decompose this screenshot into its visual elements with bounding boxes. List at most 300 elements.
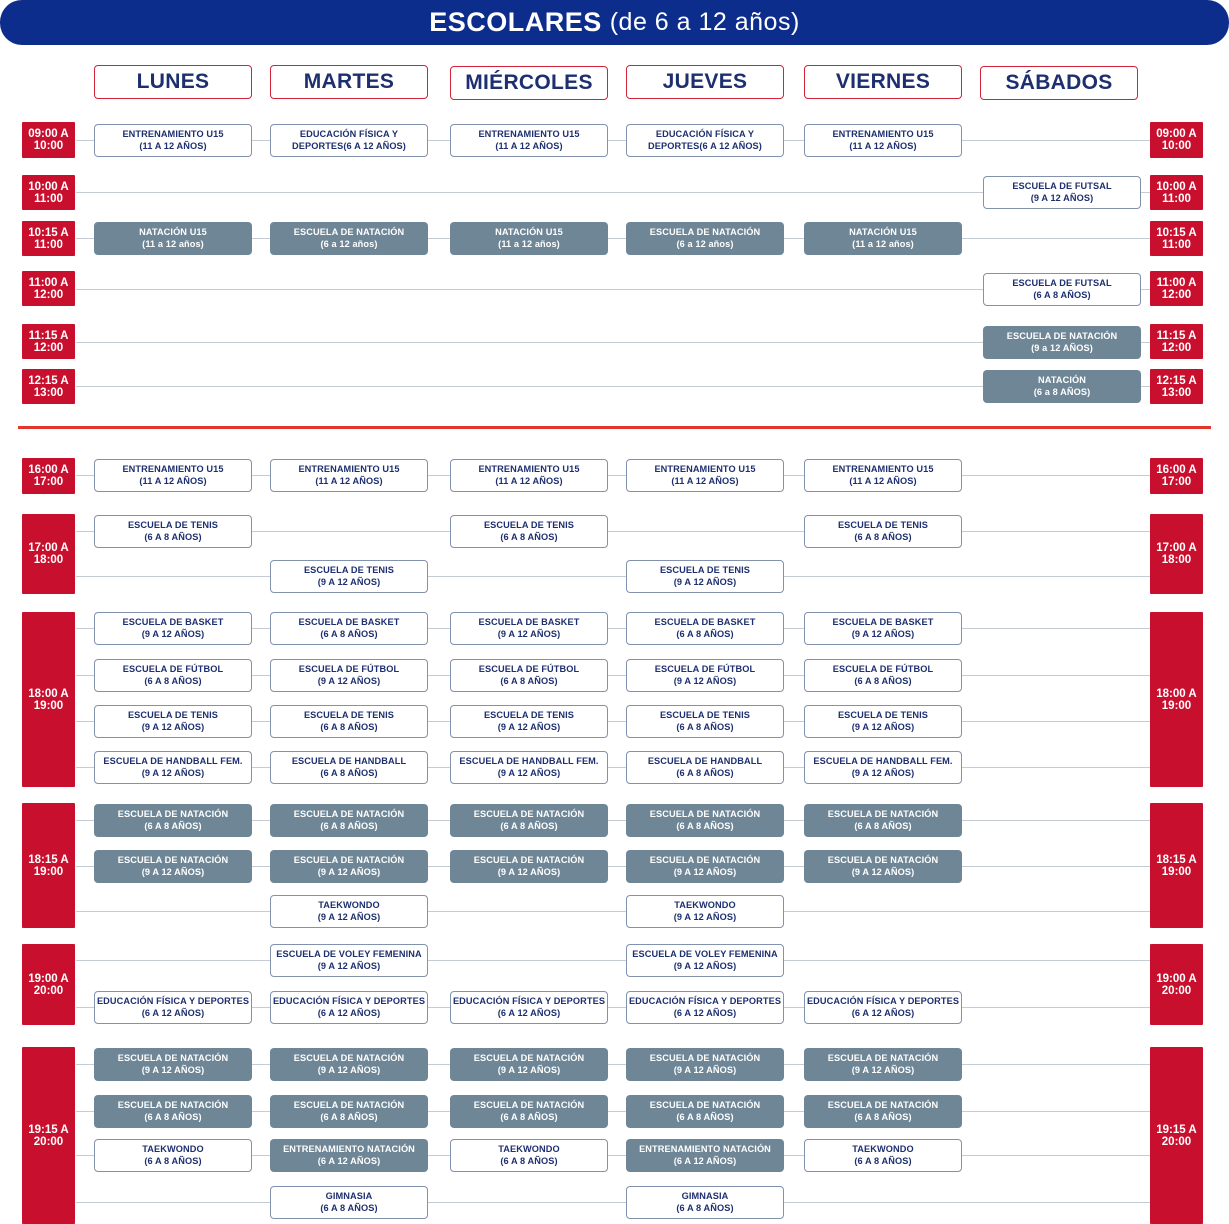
time-slot-start: 18:15 A [28, 853, 69, 866]
activity-block[interactable] [94, 1048, 252, 1081]
time-slot-end: 12:00 [1161, 341, 1192, 354]
time-slot-end: 20:00 [1161, 984, 1192, 997]
activity-name: ESCUELA DE NATACIÓN [293, 227, 405, 237]
activity-block[interactable] [450, 1048, 608, 1081]
activity-ages: (9 A 12 AÑOS) [317, 961, 381, 971]
activity-name: GIMNASIA [325, 1191, 373, 1201]
time-slot-end: 19:00 [33, 699, 64, 712]
activity-block[interactable] [626, 705, 784, 738]
activity-ages: (11 a 12 años) [852, 239, 914, 249]
activity-block[interactable] [804, 705, 962, 738]
activity-name: ESCUELA DE HANDBALL FEM. [813, 756, 953, 766]
activity-block[interactable] [626, 459, 784, 492]
activity-block[interactable] [983, 176, 1141, 209]
time-slot-end: 11:00 [1162, 192, 1191, 205]
activity-name: ESCUELA DE NATACIÓN [827, 1100, 939, 1110]
activity-name: ESCUELA DE NATACIÓN [473, 1100, 585, 1110]
activity-ages: (6 a 12 años) [676, 239, 734, 249]
activity-ages: (11 A 12 AÑOS) [495, 141, 563, 151]
time-slot-start: 11:00 A [28, 276, 69, 289]
activity-name: ESCUELA DE NATACIÓN [649, 227, 761, 237]
activity-block[interactable] [804, 1139, 962, 1172]
activity-block[interactable] [94, 659, 252, 692]
activity-block[interactable] [450, 705, 608, 738]
activity-block[interactable] [626, 612, 784, 645]
time-slot-right [1150, 458, 1203, 494]
activity-name: ESCUELA DE TENIS [659, 565, 751, 575]
activity-ages: (6 A 8 AÑOS) [144, 821, 202, 831]
activity-name: ENTRENAMIENTO U15 [298, 464, 400, 474]
activity-block[interactable] [626, 1095, 784, 1128]
time-slot-left [22, 369, 75, 404]
activity-ages: (9 A 12 AÑOS) [497, 768, 561, 778]
title-bold: ESCOLARES [429, 7, 602, 37]
activity-block[interactable] [983, 326, 1141, 359]
activity-name: ENTRENAMIENTO U15 [832, 129, 934, 139]
activity-name: ESCUELA DE NATACIÓN [649, 1100, 761, 1110]
time-slot-end: 18:00 [33, 554, 64, 566]
activity-block[interactable] [450, 804, 608, 837]
time-slot-right [1150, 324, 1203, 359]
time-slot-start: 18:15 A [1156, 853, 1197, 866]
activity-ages: (6 a 8 AÑOS) [1033, 387, 1091, 397]
activity-block[interactable] [626, 560, 784, 593]
time-slot-start: 10:15 A [28, 226, 69, 239]
activity-name: NATACIÓN [1038, 375, 1086, 385]
activity-block[interactable] [94, 705, 252, 738]
activity-ages: (6 A 8 AÑOS) [854, 821, 912, 831]
activity-block[interactable] [804, 1048, 962, 1081]
activity-block[interactable] [94, 459, 252, 492]
time-slot-end: 20:00 [33, 1135, 64, 1148]
time-slot-right [1150, 175, 1203, 210]
time-slot-start: 18:00 A [28, 687, 69, 700]
time-slot-right [1150, 369, 1203, 404]
activity-name: ESCUELA DE TENIS [837, 710, 929, 720]
activity-block[interactable] [450, 515, 608, 548]
day-header-1: LUNES [94, 65, 252, 99]
activity-block[interactable] [270, 1186, 428, 1219]
activity-ages: (9 A 12 AÑOS) [141, 867, 205, 877]
activity-block[interactable] [270, 560, 428, 593]
activity-ages: (6 A 8 AÑOS) [320, 1203, 378, 1213]
activity-name: ESCUELA DE TENIS [127, 520, 219, 530]
activity-block[interactable] [270, 459, 428, 492]
title-subtitle: (de 6 a 12 años) [609, 8, 800, 36]
activity-ages: (9 A 12 AÑOS) [673, 676, 737, 686]
activity-block[interactable] [270, 124, 428, 157]
activity-ages: (9 A 12 AÑOS) [851, 629, 915, 639]
activity-name: NATACIÓN U15 [139, 227, 207, 237]
activity-ages: (9 A 12 AÑOS) [141, 629, 205, 639]
activity-block[interactable] [804, 459, 962, 492]
activity-ages: (9 A 12 AÑOS) [317, 912, 381, 922]
activity-name: ESCUELA DE BASKET [298, 617, 400, 627]
activity-name: TAEKWONDO [318, 900, 380, 910]
activity-ages: (6 A 8 AÑOS) [676, 1203, 734, 1213]
activity-ages: (11 A 12 AÑOS) [139, 141, 207, 151]
time-slot-start: 19:15 A [1156, 1123, 1197, 1136]
activity-block[interactable] [804, 659, 962, 692]
activity-block[interactable] [450, 222, 608, 255]
activity-block[interactable] [983, 273, 1141, 306]
activity-name: ESCUELA DE NATACIÓN [473, 855, 585, 865]
activity-ages: (6 A 8 AÑOS) [676, 722, 734, 732]
row-guide-line [76, 1202, 1150, 1203]
activity-ages: (11 a 12 años) [142, 239, 204, 249]
activity-ages: (9 A 12 AÑOS) [497, 867, 561, 877]
activity-block[interactable] [270, 1048, 428, 1081]
activity-name: ESCUELA DE FÚTBOL [478, 664, 580, 674]
activity-ages: (9 a 12 AÑOS) [1031, 343, 1093, 353]
activity-name: EDUCACIÓN FÍSICA Y [655, 129, 755, 139]
activity-ages: (9 A 12 AÑOS) [317, 676, 381, 686]
time-slot-end: 11:00 [34, 192, 63, 205]
activity-ages: (6 A 8 AÑOS) [500, 676, 558, 686]
activity-block[interactable] [450, 124, 608, 157]
activity-block[interactable] [270, 1139, 428, 1172]
activity-ages: (9 A 12 AÑOS) [673, 577, 737, 587]
time-slot-left [22, 271, 75, 306]
time-slot-right [1150, 514, 1203, 594]
activity-block[interactable] [94, 850, 252, 883]
activity-ages: (6 A 12 AÑOS) [851, 1008, 915, 1018]
activity-block[interactable] [804, 804, 962, 837]
activity-ages: (9 A 12 AÑOS) [851, 768, 915, 778]
time-slot-left [22, 803, 75, 928]
activity-ages: DEPORTES(6 A 12 AÑOS) [648, 141, 762, 151]
activity-ages: (6 a 12 años) [320, 239, 378, 249]
time-slot-left [22, 122, 75, 158]
time-slot-start: 10:00 A [1156, 180, 1197, 193]
time-slot-start: 12:15 A [1156, 374, 1197, 387]
activity-name: EDUCACIÓN FÍSICA Y DEPORTES [272, 996, 426, 1006]
activity-block[interactable] [450, 991, 608, 1024]
activity-ages: (6 A 12 AÑOS) [317, 1156, 381, 1166]
time-slot-end: 13:00 [33, 386, 64, 399]
activity-ages: (9 A 12 AÑOS) [141, 768, 205, 778]
activity-ages: (6 A 12 AÑOS) [317, 1008, 381, 1018]
activity-ages: (9 A 12 AÑOS) [497, 629, 561, 639]
activity-name: ENTRENAMIENTO U15 [654, 464, 756, 474]
activity-block[interactable] [270, 850, 428, 883]
title-banner [0, 0, 1229, 45]
activity-block[interactable] [626, 124, 784, 157]
activity-ages: (6 A 8 AÑOS) [144, 1112, 202, 1122]
time-slot-left [22, 612, 75, 787]
time-slot-start: 09:00 A [1156, 128, 1197, 140]
activity-ages: (6 A 8 AÑOS) [854, 532, 912, 542]
time-slot-end: 17:00 [1161, 476, 1192, 488]
activity-name: GIMNASIA [681, 1191, 729, 1201]
activity-name: ESCUELA DE TENIS [483, 520, 575, 530]
time-slot-end: 12:00 [33, 288, 64, 301]
day-header-3: MIÉRCOLES [450, 66, 608, 100]
activity-name: ESCUELA DE NATACIÓN [649, 1053, 761, 1063]
activity-name: ESCUELA DE BASKET [832, 617, 934, 627]
time-slot-start: 17:00 A [1156, 542, 1197, 554]
activity-block[interactable] [626, 222, 784, 255]
activity-block[interactable] [626, 1186, 784, 1219]
activity-block[interactable] [270, 705, 428, 738]
time-slot-right [1150, 271, 1203, 306]
time-slot-end: 20:00 [1161, 1135, 1192, 1148]
activity-ages: (6 A 8 AÑOS) [676, 768, 734, 778]
activity-name: ESCUELA DE BASKET [654, 617, 756, 627]
time-slot-left [22, 944, 75, 1025]
time-slot-end: 11:00 [34, 238, 63, 251]
time-slot-start: 11:15 A [1156, 329, 1197, 342]
activity-ages: (6 A 8 AÑOS) [144, 532, 202, 542]
activity-block[interactable] [94, 751, 252, 784]
day-header-4: JUEVES [626, 65, 784, 99]
activity-ages: (6 A 12 AÑOS) [141, 1008, 205, 1018]
activity-ages: (6 A 8 AÑOS) [320, 722, 378, 732]
activity-name: NATACIÓN U15 [495, 227, 563, 237]
activity-name: EDUCACIÓN FÍSICA Y DEPORTES [628, 996, 782, 1006]
activity-name: NATACIÓN U15 [849, 227, 917, 237]
activity-name: ESCUELA DE HANDBALL FEM. [459, 756, 599, 766]
activity-ages: (6 A 8 AÑOS) [676, 629, 734, 639]
activity-name: ESCUELA DE NATACIÓN [293, 1100, 405, 1110]
activity-block[interactable] [270, 222, 428, 255]
activity-name: TAEKWONDO [852, 1144, 914, 1154]
activity-block[interactable] [804, 515, 962, 548]
time-slot-end: 12:00 [1161, 288, 1192, 301]
activity-name: ESCUELA DE NATACIÓN [117, 855, 229, 865]
activity-block[interactable] [626, 1139, 784, 1172]
activity-name: TAEKWONDO [674, 900, 736, 910]
activity-block[interactable] [94, 222, 252, 255]
activity-block[interactable] [804, 1095, 962, 1128]
time-slot-right [1150, 122, 1203, 158]
activity-block[interactable] [450, 751, 608, 784]
activity-ages: (9 A 12 AÑOS) [1030, 193, 1094, 203]
activity-name: ESCUELA DE BASKET [122, 617, 224, 627]
activity-name: ESCUELA DE NATACIÓN [1006, 331, 1118, 341]
activity-block[interactable] [804, 751, 962, 784]
activity-ages: (6 A 8 AÑOS) [144, 1156, 202, 1166]
time-slot-end: 10:00 [33, 140, 64, 152]
activity-name: ENTRENAMIENTO NATACIÓN [283, 1144, 415, 1154]
activity-name: TAEKWONDO [142, 1144, 204, 1154]
time-slot-end: 10:00 [1161, 140, 1192, 152]
time-slot-start: 12:15 A [28, 374, 69, 387]
activity-block[interactable] [626, 850, 784, 883]
activity-ages: (6 A 8 AÑOS) [676, 821, 734, 831]
activity-name: ESCUELA DE HANDBALL [291, 756, 407, 766]
time-slot-left [22, 221, 75, 256]
time-slot-start: 16:00 A [28, 464, 69, 476]
activity-name: ESCUELA DE NATACIÓN [649, 809, 761, 819]
activity-name: EDUCACIÓN FÍSICA Y DEPORTES [806, 996, 960, 1006]
day-header-2: MARTES [270, 65, 428, 99]
activity-name: ESCUELA DE FUTSAL [1012, 181, 1112, 191]
activity-ages: (9 A 12 AÑOS) [673, 867, 737, 877]
activity-block[interactable] [450, 459, 608, 492]
activity-name: ESCUELA DE TENIS [127, 710, 219, 720]
activity-block[interactable] [270, 804, 428, 837]
activity-ages: (9 A 12 AÑOS) [851, 1065, 915, 1075]
time-slot-left [22, 458, 75, 494]
activity-block[interactable] [94, 124, 252, 157]
time-slot-left [22, 1047, 75, 1224]
activity-ages: (6 A 8 AÑOS) [320, 821, 378, 831]
activity-name: ESCUELA DE TENIS [303, 710, 395, 720]
time-slot-start: 18:00 A [1156, 687, 1197, 700]
activity-name: ESCUELA DE NATACIÓN [473, 809, 585, 819]
time-slot-left [22, 324, 75, 359]
activity-block[interactable] [270, 612, 428, 645]
activity-name: ESCUELA DE HANDBALL FEM. [103, 756, 243, 766]
time-slot-right [1150, 221, 1203, 256]
activity-block[interactable] [626, 659, 784, 692]
day-header-5: VIERNES [804, 65, 962, 99]
activity-ages: (9 A 12 AÑOS) [673, 912, 737, 922]
time-slot-end: 19:00 [33, 865, 64, 878]
activity-ages: (6 A 8 AÑOS) [500, 1112, 558, 1122]
time-slot-start: 10:15 A [1156, 226, 1197, 239]
activity-name: ENTRENAMIENTO NATACIÓN [639, 1144, 771, 1154]
activity-ages: (9 A 12 AÑOS) [497, 722, 561, 732]
time-slot-right [1150, 803, 1203, 928]
activity-block[interactable] [94, 804, 252, 837]
activity-block[interactable] [626, 751, 784, 784]
activity-name: EDUCACIÓN FÍSICA Y DEPORTES [452, 996, 606, 1006]
activity-ages: (9 A 12 AÑOS) [317, 867, 381, 877]
activity-block[interactable] [270, 751, 428, 784]
activity-name: ENTRENAMIENTO U15 [122, 464, 224, 474]
activity-block[interactable] [626, 1048, 784, 1081]
activity-ages: (11 A 12 AÑOS) [495, 476, 563, 486]
activity-block[interactable] [450, 850, 608, 883]
activity-ages: (6 A 8 AÑOS) [500, 532, 558, 542]
activity-name: EDUCACIÓN FÍSICA Y [299, 129, 399, 139]
activity-block[interactable] [270, 944, 428, 977]
activity-ages: (6 A 8 AÑOS) [320, 768, 378, 778]
activity-ages: (6 A 8 AÑOS) [144, 676, 202, 686]
activity-block[interactable] [94, 991, 252, 1024]
activity-ages: (11 A 12 AÑOS) [671, 476, 739, 486]
activity-block[interactable] [626, 895, 784, 928]
time-slot-right [1150, 944, 1203, 1025]
activity-block[interactable] [626, 991, 784, 1024]
activity-name: ESCUELA DE NATACIÓN [473, 1053, 585, 1063]
activity-name: ESCUELA DE FÚTBOL [654, 664, 756, 674]
activity-block[interactable] [804, 612, 962, 645]
time-slot-end: 12:00 [33, 341, 64, 354]
activity-block[interactable] [270, 659, 428, 692]
time-slot-start: 09:00 A [28, 128, 69, 140]
time-slot-start: 10:00 A [28, 180, 69, 193]
activity-block[interactable] [983, 370, 1141, 403]
activity-name: ESCUELA DE BASKET [478, 617, 580, 627]
activity-ages: (11 A 12 AÑOS) [139, 476, 207, 486]
activity-block[interactable] [804, 222, 962, 255]
row-guide-line [76, 911, 1150, 912]
activity-name: ESCUELA DE NATACIÓN [117, 1100, 229, 1110]
activity-block[interactable] [94, 515, 252, 548]
activity-ages: (6 A 12 AÑOS) [673, 1008, 737, 1018]
activity-block[interactable] [94, 1139, 252, 1172]
time-slot-end: 17:00 [33, 476, 64, 488]
activity-block[interactable] [804, 124, 962, 157]
time-slot-start: 17:00 A [28, 542, 69, 554]
section-separator [18, 426, 1211, 429]
activity-block[interactable] [626, 944, 784, 977]
activity-block[interactable] [270, 1095, 428, 1128]
activity-ages: (6 A 8 AÑOS) [320, 1112, 378, 1122]
activity-ages: (9 A 12 AÑOS) [141, 722, 205, 732]
activity-ages: (11 a 12 años) [498, 239, 560, 249]
time-slot-right [1150, 1047, 1203, 1224]
activity-name: ESCUELA DE NATACIÓN [827, 1053, 939, 1063]
activity-name: ENTRENAMIENTO U15 [478, 464, 580, 474]
activity-name: ESCUELA DE NATACIÓN [117, 809, 229, 819]
activity-block[interactable] [450, 1139, 608, 1172]
time-slot-start: 19:00 A [28, 972, 69, 985]
activity-ages: (6 A 8 AÑOS) [500, 821, 558, 831]
activity-name: ESCUELA DE TENIS [837, 520, 929, 530]
activity-name: ESCUELA DE VOLEY FEMENINA [632, 949, 778, 959]
activity-block[interactable] [450, 659, 608, 692]
activity-block[interactable] [270, 991, 428, 1024]
time-slot-end: 19:00 [1161, 699, 1192, 712]
activity-block[interactable] [450, 612, 608, 645]
activity-name: ESCUELA DE NATACIÓN [649, 855, 761, 865]
activity-ages: (6 A 8 AÑOS) [320, 629, 378, 639]
activity-block[interactable] [94, 612, 252, 645]
time-slot-end: 11:00 [1162, 238, 1191, 251]
activity-block[interactable] [94, 1095, 252, 1128]
activity-ages: (9 A 12 AÑOS) [317, 1065, 381, 1075]
activity-ages: (6 A 8 AÑOS) [854, 1112, 912, 1122]
time-slot-start: 19:00 A [1156, 972, 1197, 985]
activity-ages: (11 A 12 AÑOS) [849, 476, 917, 486]
activity-name: ESCUELA DE FÚTBOL [832, 664, 934, 674]
activity-name: ESCUELA DE TENIS [303, 565, 395, 575]
time-slot-end: 13:00 [1161, 386, 1192, 399]
activity-ages: (9 A 12 AÑOS) [851, 722, 915, 732]
activity-ages: (6 A 12 AÑOS) [673, 1156, 737, 1166]
activity-name: ESCUELA DE HANDBALL [647, 756, 763, 766]
activity-ages: (6 A 8 AÑOS) [1033, 290, 1091, 300]
activity-block[interactable] [450, 1095, 608, 1128]
activity-ages: (11 A 12 AÑOS) [849, 141, 917, 151]
activity-block[interactable] [804, 850, 962, 883]
activity-name: ESCUELA DE TENIS [483, 710, 575, 720]
activity-name: ESCUELA DE FÚTBOL [122, 664, 224, 674]
activity-name: EDUCACIÓN FÍSICA Y DEPORTES [96, 996, 250, 1006]
row-guide-line [76, 576, 1150, 577]
activity-ages: (6 A 8 AÑOS) [500, 1156, 558, 1166]
activity-block[interactable] [270, 895, 428, 928]
activity-name: TAEKWONDO [498, 1144, 560, 1154]
activity-name: ENTRENAMIENTO U15 [478, 129, 580, 139]
activity-ages: (9 A 12 AÑOS) [673, 961, 737, 971]
activity-ages: (9 A 12 AÑOS) [317, 577, 381, 587]
activity-block[interactable] [804, 991, 962, 1024]
row-guide-line [76, 960, 1150, 961]
activity-name: ESCUELA DE NATACIÓN [827, 809, 939, 819]
activity-block[interactable] [626, 804, 784, 837]
activity-ages: DEPORTES(6 A 12 AÑOS) [292, 141, 406, 151]
activity-ages: (6 A 12 AÑOS) [497, 1008, 561, 1018]
activity-ages: (11 A 12 AÑOS) [315, 476, 383, 486]
time-slot-end: 18:00 [1161, 554, 1192, 566]
time-slot-end: 20:00 [33, 984, 64, 997]
time-slot-start: 11:15 A [28, 329, 69, 342]
